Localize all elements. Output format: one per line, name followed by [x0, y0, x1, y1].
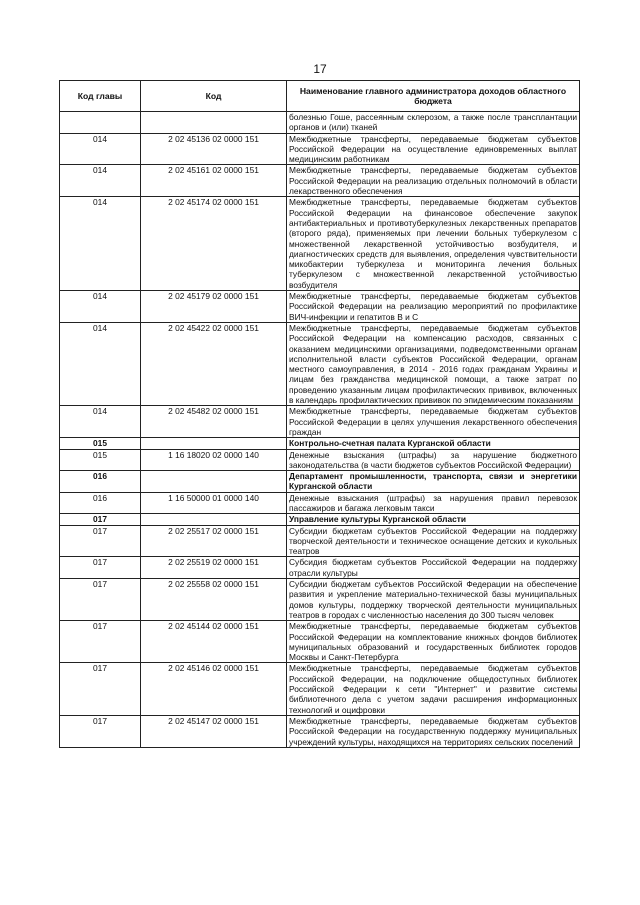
row-name: Субсидия бюджетам субъектов Российской Федерации на поддержку отрасли культуры — [287, 557, 580, 579]
row-code: 2 02 25519 02 0000 151 — [141, 557, 287, 579]
table-row — [60, 406, 580, 438]
row-code — [141, 514, 287, 525]
row-chapter-code: 014 — [60, 322, 141, 405]
row-name: Субсидии бюджетам субъектов Российской Федерации на поддержку творческой деятельности и техническое оснащение детских и кукольных театров — [287, 525, 580, 557]
row-name: Субсидии бюджетам субъектов Российской Федерации на обеспечение развития и укрепление материально-технической базы муниципальных домов культуры, поддержку творческой деятельности муниципальных театров в городах с численностью населения до 300 тысяч человек — [287, 579, 580, 621]
row-chapter-code: 017 — [60, 663, 141, 715]
table-row — [60, 557, 580, 579]
table-row — [60, 438, 580, 449]
row-chapter-code: 014 — [60, 197, 141, 291]
row-chapter-code: 015 — [60, 449, 141, 471]
row-name: Межбюджетные трансферты, передаваемые бюджетам субъектов Российской Федерации в целях улучшения лекарственного обеспечения граждан — [287, 406, 580, 438]
row-name: болезнью Гоше, рассеянным склерозом, а также после трансплантации органов и (или) тканей — [287, 112, 580, 134]
row-name: Управление культуры Курганской области — [287, 514, 580, 525]
row-name: Межбюджетные трансферты, передаваемые бюджетам субъектов Российской Федерации на финансовое обеспечение закупок антибактериальных и противотуберкулезных лекарственных препаратов (второго ряда), применяемых при лечении больных туберкулезом с множественной лекарственной устойчивостью возбудителя, и диагностических средств для выявления, определения чувствительности микобактерии туберкулеза и мониторинга лечения больных туберкулезом с множественной лекарственной устойчивостью возбудителя — [287, 197, 580, 291]
row-name: Межбюджетные трансферты, передаваемые бюджетам субъектов Российской Федерации на реализацию отдельных полномочий в области лекарственного обеспечения — [287, 165, 580, 197]
row-chapter-code: 017 — [60, 525, 141, 557]
row-code: 2 02 45146 02 0000 151 — [141, 663, 287, 715]
header-code: Код — [141, 81, 287, 112]
table-row — [60, 291, 580, 323]
row-code — [141, 471, 287, 493]
row-chapter-code: 014 — [60, 133, 141, 165]
row-code: 2 02 45161 02 0000 151 — [141, 165, 287, 197]
table-header-row — [60, 81, 580, 112]
header-chapter-code: Код главы — [60, 81, 141, 112]
row-code: 2 02 45174 02 0000 151 — [141, 197, 287, 291]
row-chapter-code: 016 — [60, 471, 141, 493]
revenue-administrators-table — [59, 80, 580, 748]
row-name: Денежные взыскания (штрафы) за нарушение бюджетного законодательства (в части бюджетов субъектов Российской Федерации) — [287, 449, 580, 471]
table-row — [60, 133, 580, 165]
row-code: 1 16 50000 01 0000 140 — [141, 492, 287, 514]
row-code: 2 02 45179 02 0000 151 — [141, 291, 287, 323]
row-name: Межбюджетные трансферты, передаваемые бюджетам субъектов Российской Федерации на компенсацию расходов, связанных с оказанием медицинскими организациями, подведомственными органам исполнительной власти субъектов Российской Федерации, органам местного самоуправления, в 2014 - 2016 годах гражданам Украины и лицам без гражданства медицинской помощи, а также затрат по проведению указанным лицам профилактических прививок, включенных в календарь профилактических прививок по эпидемическим показаниям — [287, 322, 580, 405]
row-chapter-code: 017 — [60, 579, 141, 621]
row-name: Межбюджетные трансферты, передаваемые бюджетам субъектов Российской Федерации на осуществление единовременных выплат медицинским работникам — [287, 133, 580, 165]
row-code: 2 02 45136 02 0000 151 — [141, 133, 287, 165]
table-row — [60, 197, 580, 291]
row-code: 2 02 25558 02 0000 151 — [141, 579, 287, 621]
row-name: Денежные взыскания (штрафы) за нарушения правил перевозок пассажиров и багажа легковым такси — [287, 492, 580, 514]
row-code — [141, 112, 287, 134]
row-code — [141, 438, 287, 449]
table-row — [60, 471, 580, 493]
table-row — [60, 492, 580, 514]
table-row — [60, 579, 580, 621]
row-code: 1 16 18020 02 0000 140 — [141, 449, 287, 471]
table-row — [60, 514, 580, 525]
row-code: 2 02 25517 02 0000 151 — [141, 525, 287, 557]
row-chapter-code: 017 — [60, 621, 141, 663]
table-row — [60, 449, 580, 471]
row-name: Межбюджетные трансферты, передаваемые бюджетам субъектов Российской Федерации на комплектование книжных фондов библиотек муниципальных образований и государственных библиотек городов Москвы и Санкт-Петербурга — [287, 621, 580, 663]
row-name: Контрольно-счетная палата Курганской области — [287, 438, 580, 449]
row-code: 2 02 45482 02 0000 151 — [141, 406, 287, 438]
table-row — [60, 525, 580, 557]
row-name: Межбюджетные трансферты, передаваемые бюджетам субъектов Российской Федерации, на подключение общедоступных библиотек Российской Федерации к сети "Интернет" и развитие системы библиотечного дела с учетом задачи расширения информационных технологий и оцифровки — [287, 663, 580, 715]
page-number: 17 — [313, 62, 327, 76]
row-code: 2 02 45422 02 0000 151 — [141, 322, 287, 405]
table-row — [60, 663, 580, 715]
row-chapter-code: 017 — [60, 557, 141, 579]
table-row — [60, 715, 580, 747]
row-chapter-code: 017 — [60, 715, 141, 747]
row-chapter-code: 015 — [60, 438, 141, 449]
header-name: Наименование главного администратора доходов областного бюджета — [287, 81, 580, 112]
row-code: 2 02 45147 02 0000 151 — [141, 715, 287, 747]
table-row — [60, 322, 580, 405]
row-chapter-code: 014 — [60, 406, 141, 438]
row-chapter-code: 017 — [60, 514, 141, 525]
table-row — [60, 621, 580, 663]
row-code: 2 02 45144 02 0000 151 — [141, 621, 287, 663]
table-row — [60, 165, 580, 197]
table-body — [60, 112, 580, 748]
row-name: Межбюджетные трансферты, передаваемые бюджетам субъектов Российской Федерации на государственную поддержку муниципальных учреждений культуры, находящихся на территориях сельских поселений — [287, 715, 580, 747]
row-name: Межбюджетные трансферты, передаваемые бюджетам субъектов Российской Федерации на реализацию мероприятий по профилактике ВИЧ-инфекции и гепатитов B и C — [287, 291, 580, 323]
row-chapter-code — [60, 112, 141, 134]
row-chapter-code: 016 — [60, 492, 141, 514]
row-chapter-code: 014 — [60, 165, 141, 197]
row-name: Департамент промышленности, транспорта, связи и энергетики Курганской области — [287, 471, 580, 493]
table-row — [60, 112, 580, 134]
row-chapter-code: 014 — [60, 291, 141, 323]
